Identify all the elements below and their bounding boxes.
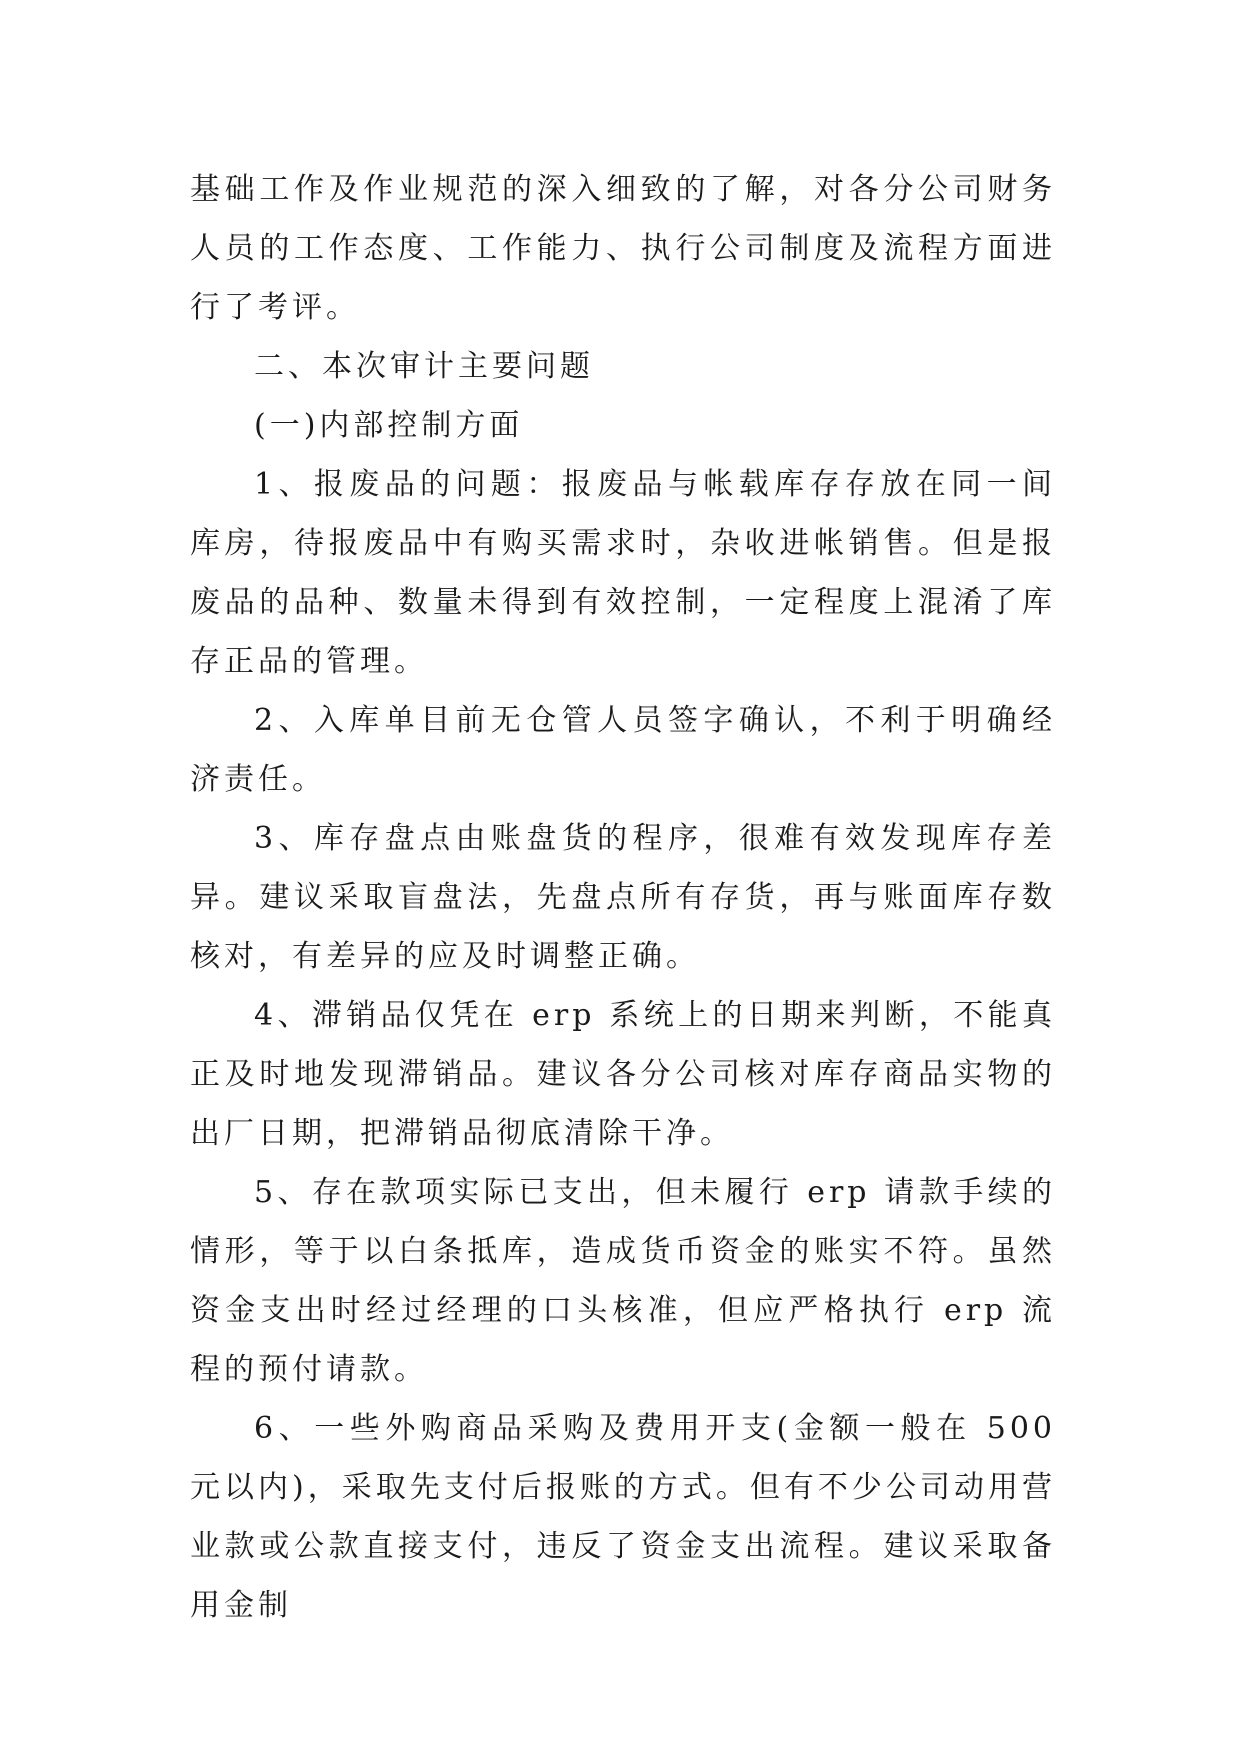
subsection-heading-internal-control: (一)内部控制方面 (254, 408, 524, 443)
paragraph-item-5: 5、存在款项实际已支出，但未履行 erp 请款手续的情形，等于以白条抵库，造成货币资金的账实不符。虽然资金支出时经过经理的口头核准，但应严格执行 erp 流程的预付请款。 (190, 1175, 1056, 1387)
paragraph-item-3: 3、库存盘点由账盘货的程序，很难有效发现库存差异。建议采取盲盘法，先盘点所有存货，再与账面库存数核对，有差异的应及时调整正确。 (190, 821, 1056, 974)
paragraph-item-6: 6、一些外购商品采购及费用开支(金额一般在 500 元以内)，采取先支付后报账的方式。但有不少公司动用营业款或公款直接支付，违反了资金支出流程。建议采取备用金制 (190, 1411, 1056, 1623)
paragraph-item-4: 4、滞销品仅凭在 erp 系统上的日期来判断，不能真正及时地发现滞销品。建议各分公司核对库存商品实物的出厂日期，把滞销品彻底清除干净。 (190, 998, 1056, 1151)
paragraph-item-2: 2、入库单目前无仓管人员签字确认，不利于明确经济责任。 (190, 703, 1056, 797)
section-heading-main-issues: 二、本次审计主要问题 (254, 349, 594, 384)
document-body (190, 160, 1056, 1635)
paragraph-item-1: 1、报废品的问题：报废品与帐载库存存放在同一间库房，待报废品中有购买需求时，杂收进帐销售。但是报废品的品种、数量未得到有效控制，一定程度上混淆了库存正品的管理。 (190, 467, 1056, 679)
paragraph-continuation: 基础工作及作业规范的深入细致的了解，对各分公司财务人员的工作态度、工作能力、执行公司制度及流程方面进行了考评。 (190, 172, 1056, 325)
